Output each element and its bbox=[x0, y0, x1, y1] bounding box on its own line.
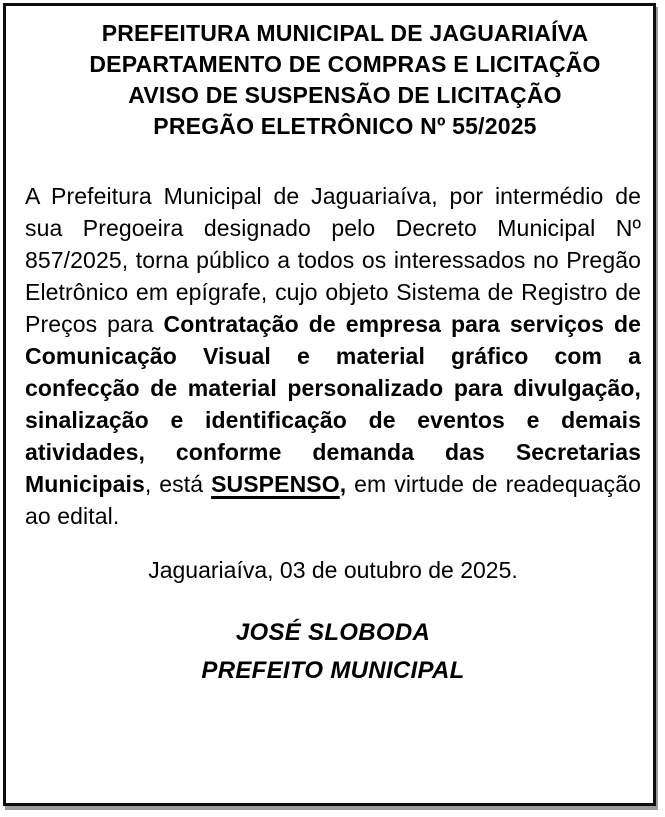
header-line-department: DEPARTAMENTO DE COMPRAS E LICITAÇÃO bbox=[89, 51, 601, 77]
body-segment-bold: Contratação de empresa para serviços de Comunicação Visual e material gráfico com a confecção de material personalizado para divulgação, sinalização e identificação de eventos e demais atividades, conforme demanda das Secretarias Municipais bbox=[25, 311, 641, 497]
signature-block bbox=[25, 614, 641, 690]
body-segment-normal: A Prefeitura Municipal de Jaguariaíva, por intermédio de sua Pregoeira designado pelo Decreto Municipal Nº 857/2025, torna público a todos os interessados no Pregão Eletrônico em epígrafe, cujo objeto Sistema de Registro de Preços para bbox=[25, 183, 641, 337]
notice-frame bbox=[3, 3, 656, 806]
notice-body bbox=[25, 180, 641, 532]
date-line: Jaguariaíva, 03 de outubro de 2025. bbox=[148, 557, 518, 583]
body-segment-bold: , bbox=[339, 471, 347, 497]
header-line-notice-type: AVISO DE SUSPENSÃO DE LICITAÇÃO bbox=[128, 82, 562, 108]
signatory-name: JOSÉ SLOBODA bbox=[235, 619, 431, 646]
signatory-title: PREFEITO MUNICIPAL bbox=[201, 657, 465, 684]
header-line-entity: PREFEITURA MUNICIPAL DE JAGUARIAÍVA bbox=[101, 20, 589, 46]
header-line-auction-number: PREGÃO ELETRÔNICO Nº 55/2025 bbox=[153, 113, 537, 139]
body-segment-bold-underline: SUSPENSO bbox=[211, 471, 340, 497]
notice-header bbox=[25, 16, 641, 142]
body-segment-normal: , está bbox=[144, 471, 212, 497]
body-segment-normal: em virtude de readequação ao edital. bbox=[25, 471, 641, 529]
